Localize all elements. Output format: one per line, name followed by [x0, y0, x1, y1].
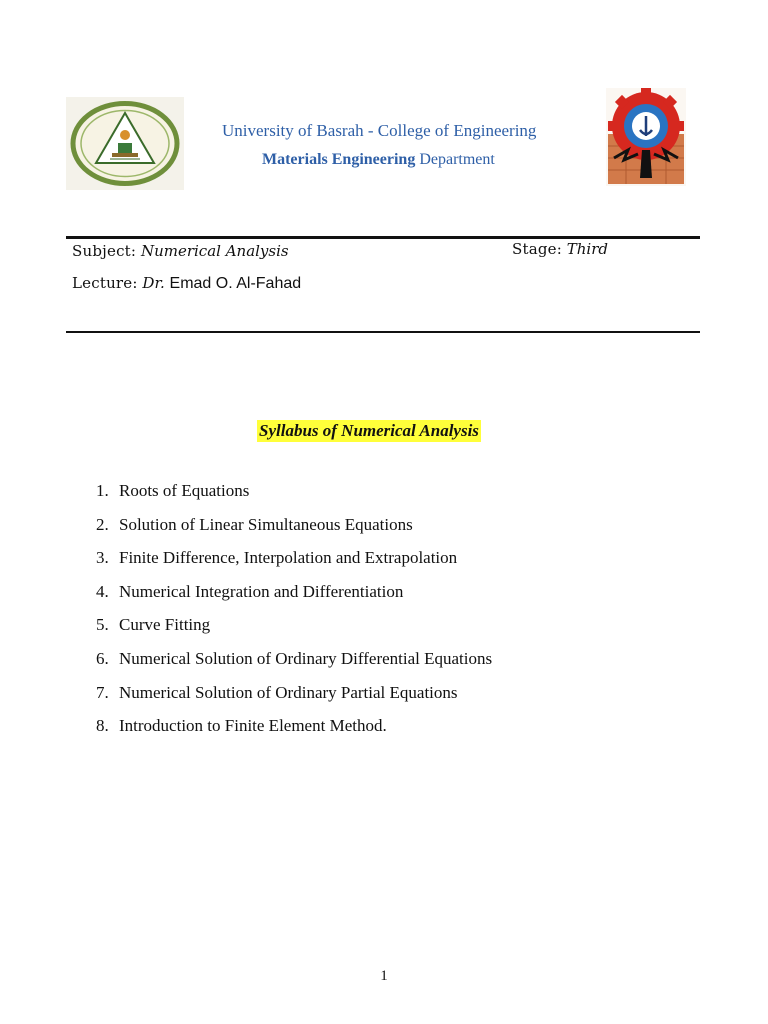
- item-number: 5.: [96, 615, 109, 635]
- list-item: [96, 581, 492, 615]
- item-text: Numerical Integration and Differentiation: [119, 581, 404, 601]
- list-item: [96, 547, 492, 581]
- lecture-field: [72, 274, 301, 293]
- stage-value: Third: [566, 240, 609, 258]
- stage-label: Stage:: [512, 240, 562, 258]
- syllabus-title: Syllabus of Numerical Analysis: [259, 421, 479, 440]
- list-item: [96, 648, 492, 682]
- department-name: Materials Engineering: [262, 151, 416, 168]
- item-text: Curve Fitting: [119, 615, 211, 635]
- stage-field: [512, 240, 608, 258]
- item-text: Numerical Solution of Ordinary Partial Equations: [119, 682, 458, 702]
- item-number: 4.: [96, 581, 109, 601]
- university-seal-logo: [66, 97, 184, 190]
- subject-field: [72, 242, 289, 260]
- item-number: 3.: [96, 548, 109, 568]
- bottom-divider: [66, 331, 700, 333]
- list-item: [96, 715, 492, 749]
- item-number: 2.: [96, 514, 109, 534]
- item-text: Introduction to Finite Element Method.: [119, 716, 387, 736]
- department-heading: [262, 151, 495, 169]
- item-text: Numerical Solution of Ordinary Differential Equations: [119, 648, 493, 668]
- page-number: 1: [380, 968, 388, 984]
- list-item: [96, 682, 492, 716]
- lecture-label: Lecture:: [72, 274, 138, 292]
- item-number: 8.: [96, 716, 109, 736]
- item-text: Roots of Equations: [119, 481, 250, 500]
- list-item: [96, 614, 492, 648]
- subject-value: Numerical Analysis: [140, 242, 289, 260]
- department-suffix: Department: [415, 151, 495, 168]
- item-text: Finite Difference, Interpolation and Extrapolation: [119, 548, 458, 568]
- list-item: [96, 514, 492, 548]
- item-number: 1.: [96, 481, 109, 500]
- subject-label: Subject:: [72, 242, 137, 260]
- item-number: 7.: [96, 682, 109, 702]
- item-text: Solution of Linear Simultaneous Equations: [119, 514, 413, 534]
- engineering-emblem-logo: [606, 88, 686, 186]
- list-item: [96, 480, 492, 514]
- top-divider: [66, 236, 700, 239]
- lecturer-name: Emad O. Al-Fahad: [169, 275, 302, 292]
- university-college-heading: University of Basrah - College of Engineering: [222, 121, 537, 140]
- item-number: 6.: [96, 648, 109, 668]
- syllabus-list: [96, 480, 492, 749]
- lecturer-title: Dr.: [142, 274, 165, 292]
